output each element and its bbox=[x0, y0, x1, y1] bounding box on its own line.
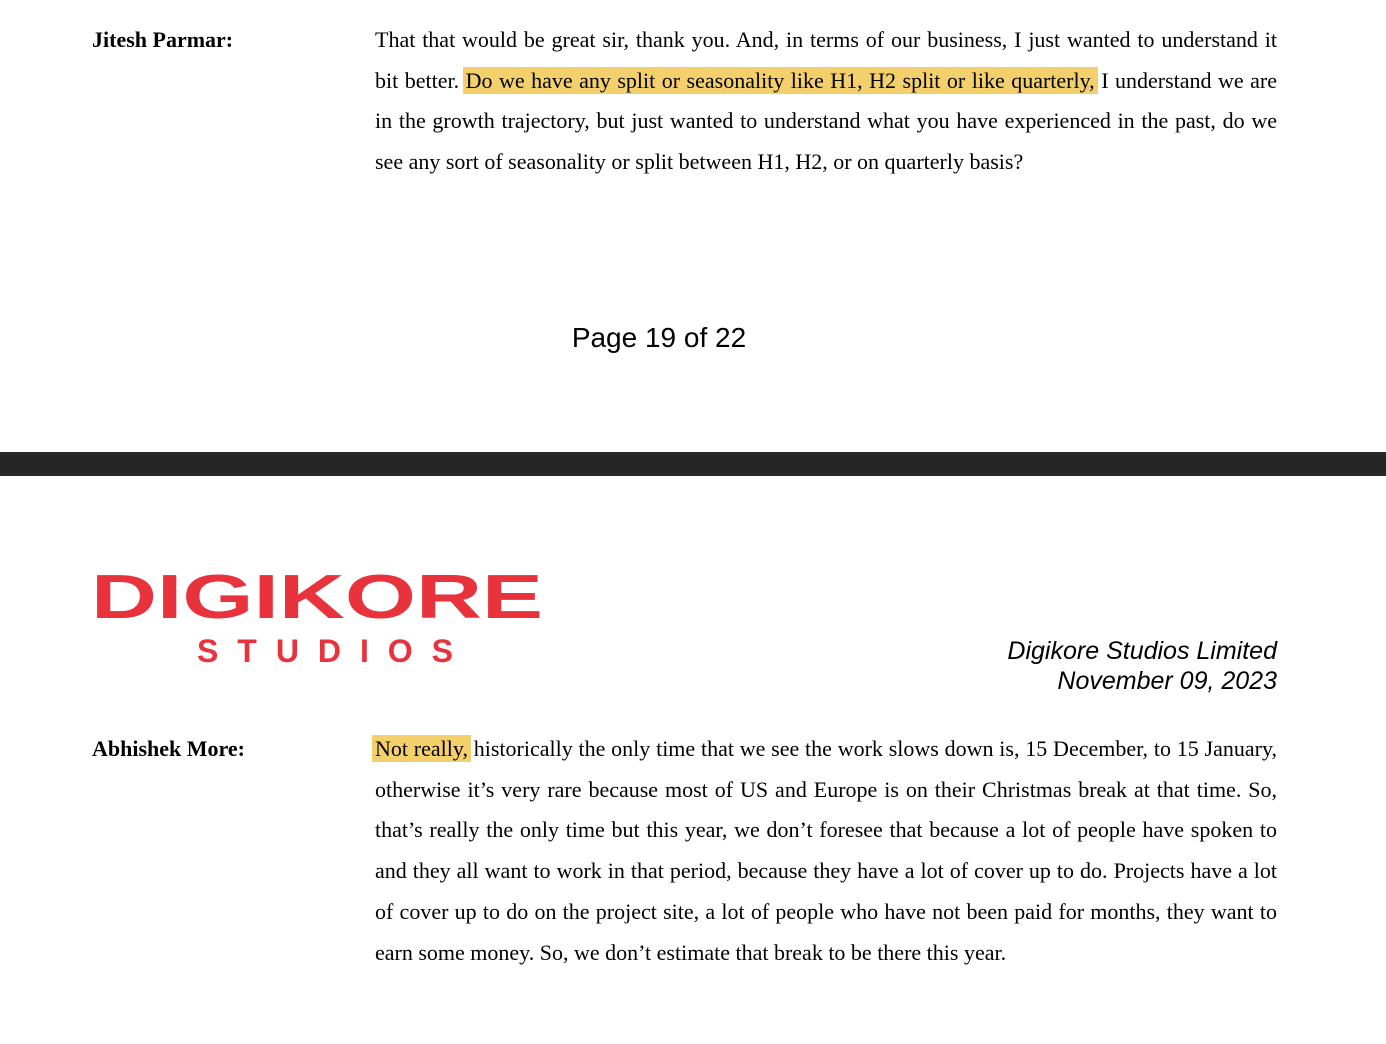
page-divider bbox=[0, 452, 1386, 476]
logo-wordmark: DIGIKORE bbox=[91, 566, 543, 632]
company-info bbox=[1007, 636, 1277, 696]
speaker-paragraph bbox=[375, 20, 1277, 183]
company-name: Digikore Studios Limited bbox=[1007, 637, 1277, 665]
logo-subtitle: STUDIOS bbox=[197, 633, 453, 669]
digikore-logo bbox=[90, 566, 550, 670]
paragraph-text: That that would be great sir, thank you. And, in terms of our business, I just wanted to understand it bit better. bbox=[375, 27, 1277, 93]
highlighted-text: Do we have any split or seasonality like H1, H2 split or like quarterly, bbox=[463, 67, 1098, 94]
call-date: November 09, 2023 bbox=[1057, 667, 1277, 695]
page-number: Page 19 of 22 bbox=[571, 322, 747, 353]
speaker-paragraph bbox=[375, 729, 1277, 973]
speaker-name: Abhishek More: bbox=[92, 736, 245, 761]
speaker-name: Jitesh Parmar: bbox=[92, 27, 234, 52]
paragraph-text: historically the only time that we see the work slows down is, 15 December, to 15 January, otherwise it’s very rare because most of US and Europe is on their Christmas break at that time. So, that’s really the only time but this year, we don’t foresee that because a lot of people have spoken to and they all want to work in that period, because they have a lot of cover up to do. Projects have a lot of cover up to do on the project site, a lot of people who have not been paid for months, they want to earn some money. So, we don’t estimate that break to be there this year. bbox=[375, 736, 1278, 965]
paragraph-text: I understand we are in the growth trajectory, but just wanted to understand what you have experienced in the past, do we see any sort of seasonality or split between H1, H2, or on quarterly basis? bbox=[375, 67, 1278, 175]
highlighted-text: Not really, bbox=[372, 735, 471, 762]
